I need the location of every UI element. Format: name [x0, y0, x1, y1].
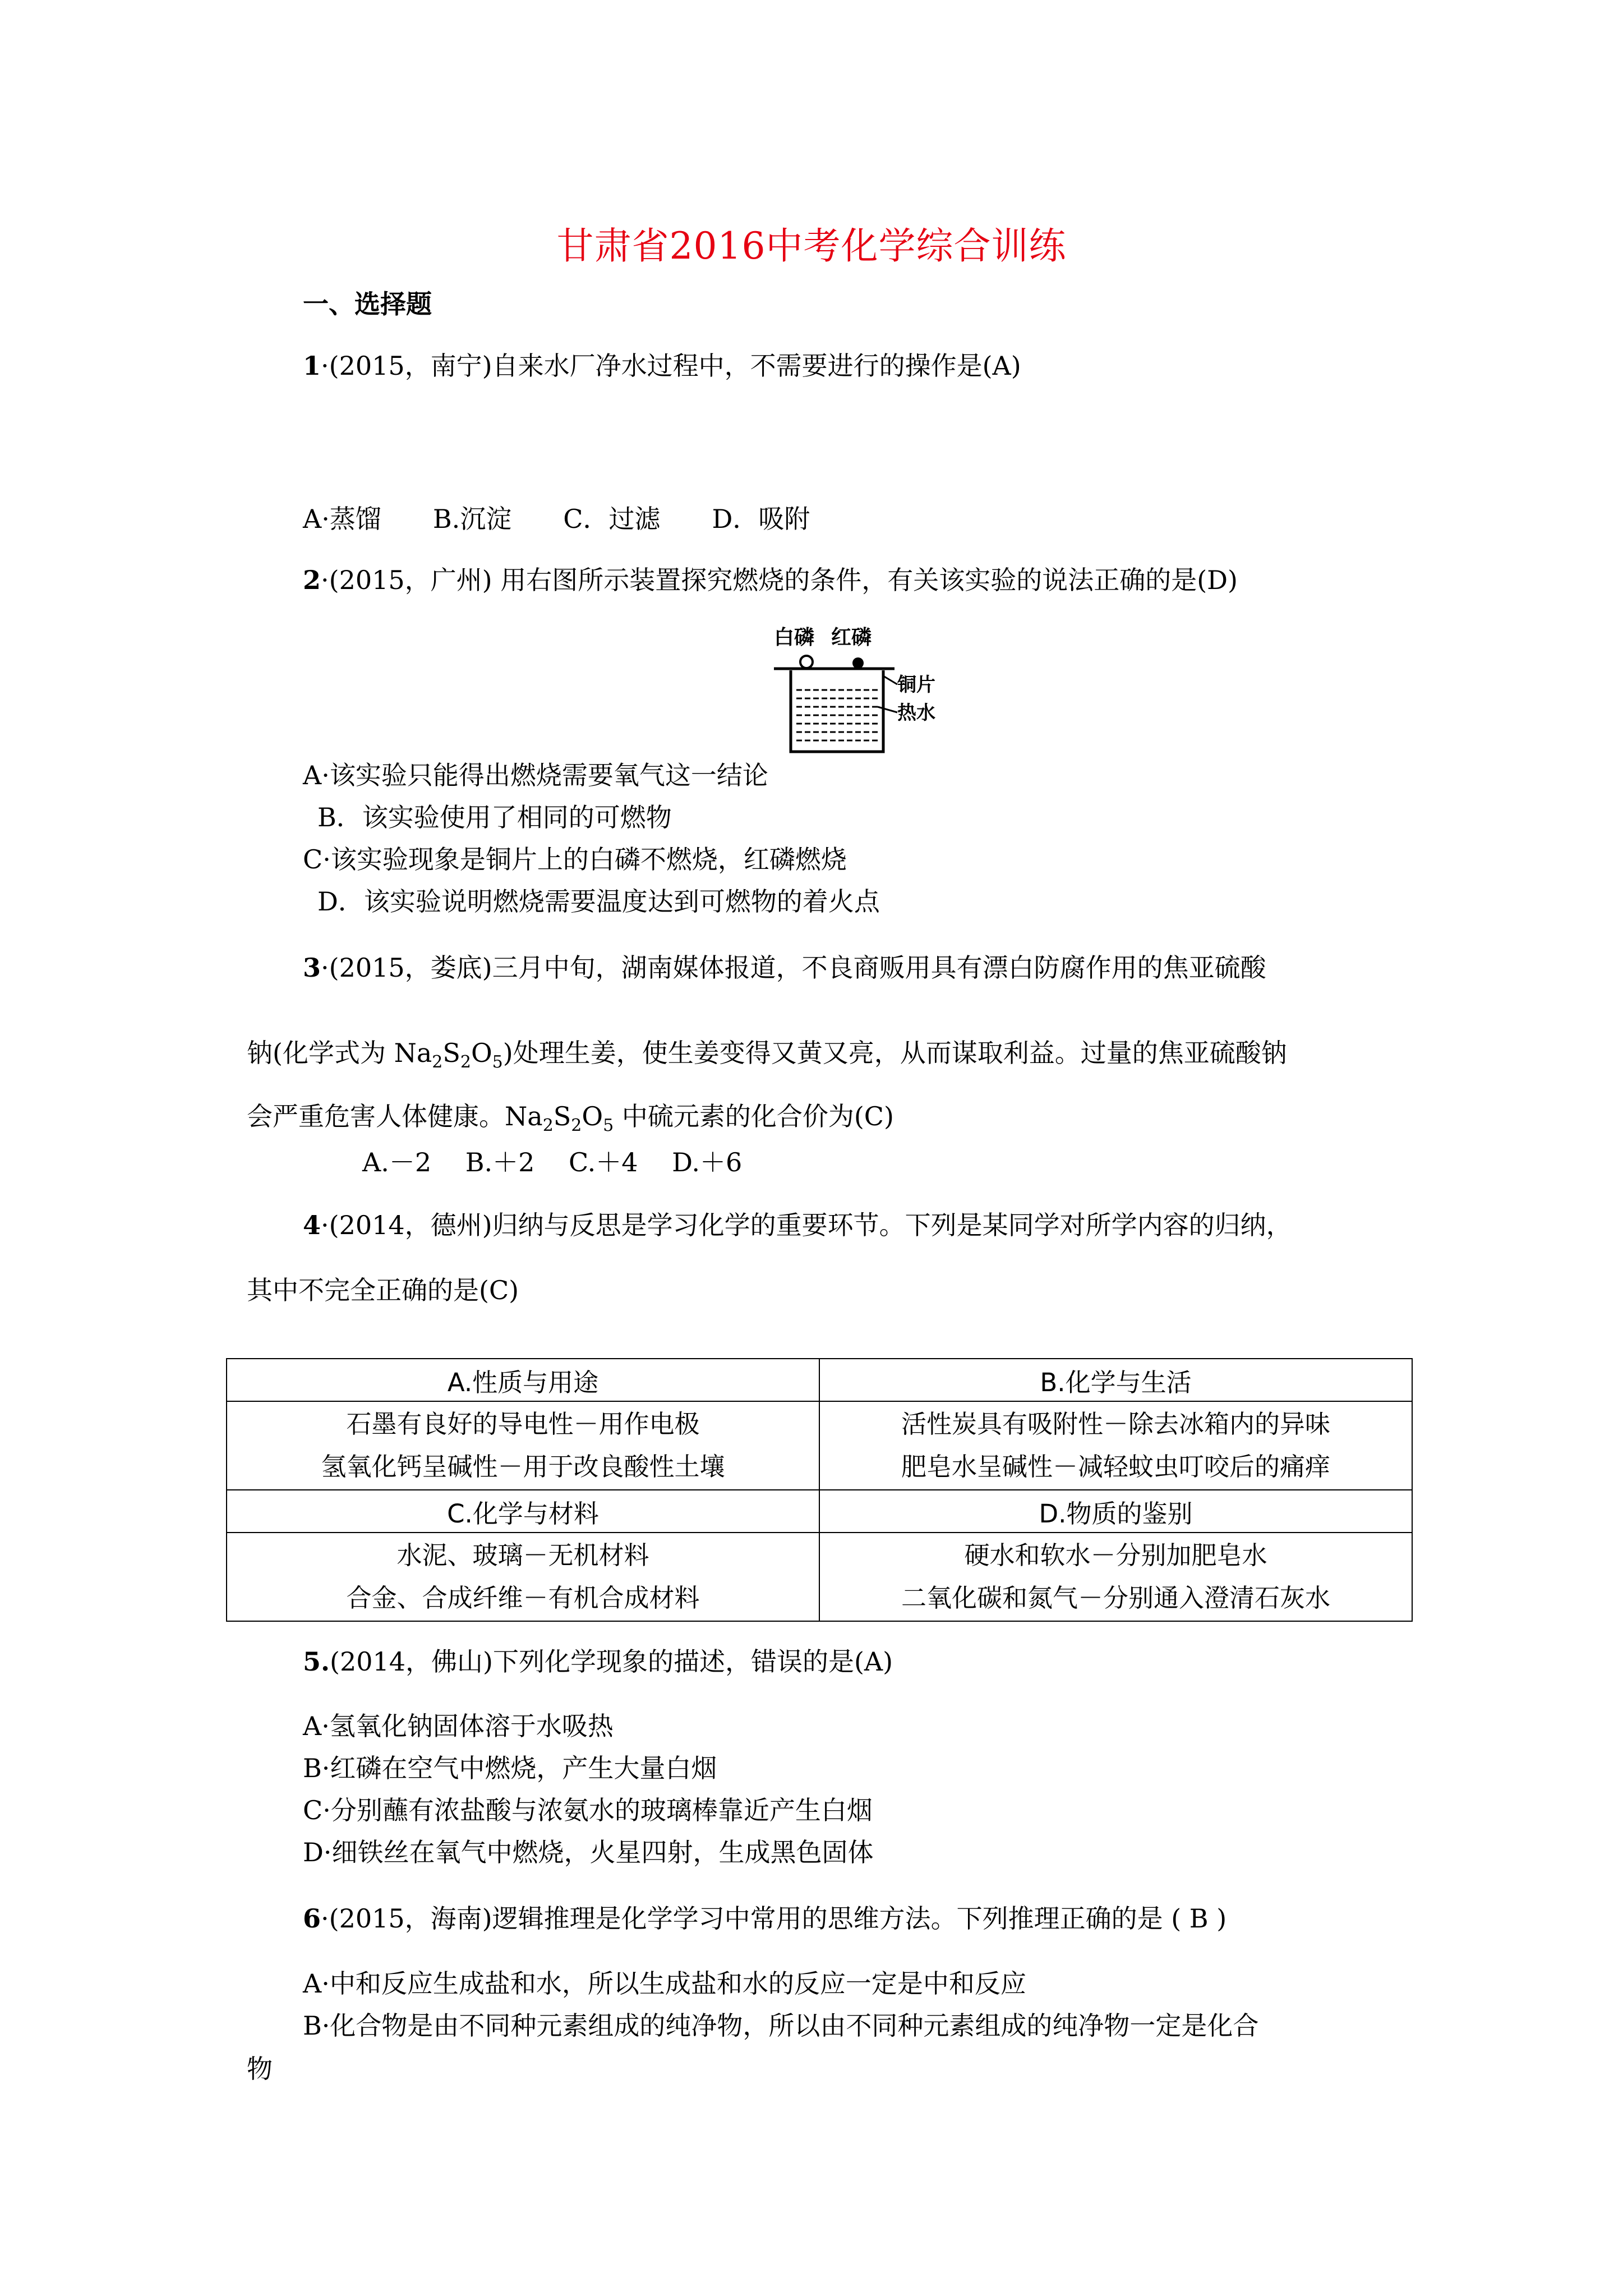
hot-water-lines [796, 690, 878, 740]
question-stem: (2014，佛山)下列化学现象的描述，错误的是(A) [330, 1646, 893, 1677]
red-phosphorus [852, 657, 864, 669]
question-6 [303, 1902, 1227, 1935]
question-5-option-c: C·分别蘸有浓盐酸与浓氨水的玻璃棒靠近产生白烟 [303, 1795, 873, 1825]
cell-c-head: C.化学与材料 [227, 1490, 819, 1533]
cell-d-body: 硬水和软水－分别加肥皂水 二氧化碳和氮气－分别通入澄清石灰水 [819, 1533, 1412, 1621]
question-3 [303, 951, 1266, 984]
cell-b-head: B.化学与生活 [819, 1359, 1412, 1401]
question-5-option-a: A·氢氧化钠固体溶于水吸热 [303, 1711, 614, 1741]
question-1-options: A·蒸馏 B.沉淀 C．过滤 D．吸附 [303, 504, 810, 534]
white-phosphorus [800, 656, 813, 668]
question-5-option-d: D·细铁丝在氧气中燃烧，火星四射，生成黑色固体 [303, 1837, 874, 1867]
label-hot-water: 热水 [897, 702, 935, 724]
question-number: 3 [303, 953, 321, 983]
section-heading: 一、选择题 [303, 289, 432, 319]
question-stem: ·(2015，海南)逻辑推理是化学学习中常用的思维方法。下列推理正确的是 ( B ) [321, 1903, 1227, 1934]
summary-table [226, 1358, 1413, 1622]
question-number: 1 [303, 351, 321, 381]
question-2-option-c: C·该实验现象是铜片上的白磷不燃烧，红磷燃烧 [303, 844, 847, 875]
cell-d-head: D.物质的鉴别 [819, 1490, 1412, 1533]
question-stem: ·(2015，南宁)自来水厂净水过程中，不需要进行的操作是(A) [321, 351, 1021, 381]
question-2-option-d: D．该实验说明燃烧需要温度达到可燃物的着火点 [317, 886, 880, 917]
question-2 [303, 563, 1238, 597]
question-6-option-b: B·化合物是由不同种元素组成的纯净物，所以由不同种元素组成的纯净物一定是化合 [303, 2010, 1259, 2041]
cell-a-head: A.性质与用途 [227, 1359, 819, 1401]
question-6-option-b-continued: 物 [247, 2054, 273, 2084]
question-number: 2 [303, 565, 321, 595]
question-6-option-a: A·中和反应生成盐和水，所以生成盐和水的反应一定是中和反应 [303, 1968, 1026, 1999]
question-stem: ·(2015，娄底)三月中旬，湖南媒体报道，不良商贩用具有漂白防腐作用的焦亚硫酸 [321, 953, 1266, 983]
question-3-options: A.－2 B.＋2 C.＋4 D.＋6 [362, 1147, 743, 1177]
cell-c-body: 水泥、玻璃－无机材料 合金、合成纤维－有机合成材料 [227, 1533, 819, 1621]
question-number: 6 [303, 1903, 321, 1934]
label-red-phosphorus: 红磷 [831, 626, 872, 649]
question-2-option-a: A·该实验只能得出燃烧需要氧气这一结论 [303, 760, 768, 790]
question-5-option-b: B·红磷在空气中燃烧，产生大量白烟 [303, 1753, 717, 1783]
question-5 [303, 1645, 893, 1678]
question-number: 4 [303, 1210, 321, 1240]
question-1 [303, 349, 1021, 383]
question-stem: ·(2015，广州) 用右图所示装置探究燃烧的条件，有关该实验的说法正确的是(D) [321, 565, 1238, 595]
page-title: 甘肃省2016中考化学综合训练 [556, 224, 1067, 268]
question-2-option-b: B．该实验使用了相同的可燃物 [317, 802, 672, 832]
label-copper-sheet: 铜片 [897, 674, 935, 696]
beaker-outline [791, 670, 883, 752]
question-number: 5. [303, 1646, 330, 1677]
question-4 [303, 1208, 1292, 1242]
cell-a-body: 石墨有良好的导电性－用作电极 氢氧化钙呈碱性－用于改良酸性土壤 [227, 1401, 819, 1490]
label-white-phosphorus: 白磷 [774, 626, 815, 649]
question-3-line-3: 会严重危害人体健康。$Na_2S_2O_5$ 中硫元素的化合价为(C) [247, 1101, 894, 1135]
question-stem: ·(2014，德州)归纳与反思是学习化学的重要环节。下列是某同学对所学内容的归纳， [321, 1210, 1292, 1240]
apparatus-svg [768, 623, 937, 757]
question-3-line-2: 钠(化学式为 $Na_2S_2O_5$)处理生姜，使生姜变得又黄又亮，从而谋取利益。过量的焦亚硫酸钠 [247, 1038, 1287, 1072]
cell-b-body: 活性炭具有吸附性－除去冰箱内的异味 肥皂水呈碱性－减轻蚊虫叮咬后的痛痒 [819, 1401, 1412, 1490]
combustion-apparatus-diagram [768, 623, 937, 757]
question-4-line-2: 其中不完全正确的是(C) [247, 1275, 519, 1305]
